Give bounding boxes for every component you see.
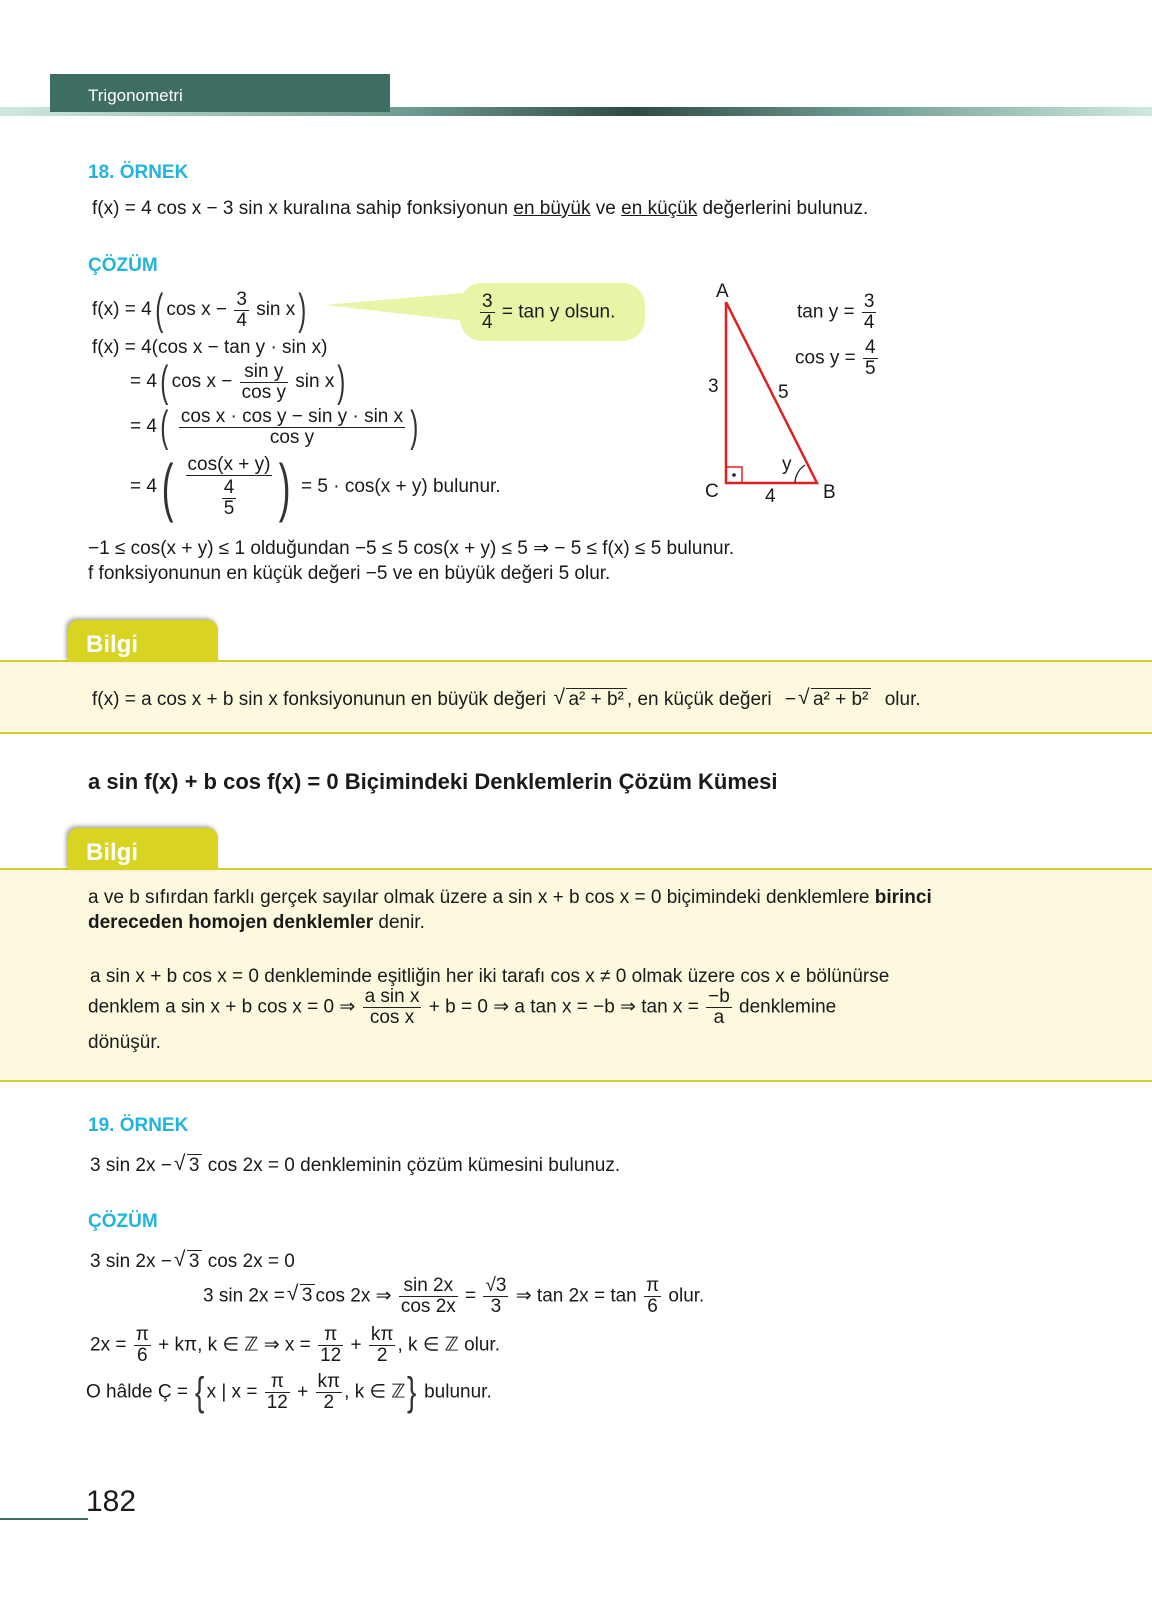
solution-19-line-3: 2x = $\frac{\pi}{6}$ + kπ, k ∈ ℤ ⇒ x = $\frac{\pi}{12}$ + $\frac{k\pi}{2}$ , k ∈ ℤ olur. [90, 1324, 500, 1366]
footer-rule [0, 1518, 88, 1520]
section-title: Trigonometri [88, 86, 183, 105]
bilgi-tab-1: Bilgi [68, 620, 218, 662]
section-heading: a sin f(x) + b cos f(x) = 0 Biçimindeki Denklemlerin Çözüm Kümesi [88, 769, 778, 794]
example-19-problem: 3 sin 2x −√ 3 cos 2x = 0 denkleminin çözüm kümesini bulunuz. [90, 1154, 620, 1177]
solution-line-4: = 4( $\frac{\text{cos x · cos y − sin y · sin x}}{\text{cos y}}$ ) [130, 402, 419, 451]
vertex-a-label: A [716, 281, 729, 302]
callout-pointer [325, 292, 475, 322]
solution-line-5: = 4( $\frac{\cos(x + y)}{\frac{4}{5}}$ ) = 5 · cos(x + y) bulunur. [130, 451, 501, 523]
solution-19-line-4: O hâlde Ç = { x | x = $\frac{\pi}{12}$ + $\frac{k\pi}{2}$ , k ∈ ℤ} bulunur. [86, 1370, 492, 1415]
cos-y-value: cos y = $\frac{4}{5}$ [795, 337, 876, 379]
callout-text: $\frac{3}{4}$ = tan y olsun. [482, 291, 616, 333]
side-cb-label: 4 [765, 486, 776, 507]
example-18-heading: 18. ÖRNEK [88, 162, 189, 183]
solution-19-line-1: 3 sin 2x −√ 3 cos 2x = 0 [90, 1250, 295, 1273]
example-18-problem: f(x) = 4 cos x − 3 sin x kuralına sahip fonksiyonun en büyük ve en küçük değerlerini bulunuz. [92, 198, 869, 219]
solution-18-heading: ÇÖZÜM [88, 255, 158, 276]
vertex-c-label: C [705, 481, 719, 502]
vertex-b-label: B [823, 482, 836, 503]
conclusion-line-1: −1 ≤ cos(x + y) ≤ 1 olduğundan −5 ≤ 5 cos(x + y) ≤ 5 ⇒ − 5 ≤ f(x) ≤ 5 bulunur. [88, 538, 735, 559]
tan-y-value: tan y = $\frac{3}{4}$ [797, 291, 875, 333]
solution-line-1: f(x) = 4( cos x − $\frac{3}{4}$ sin x) [92, 285, 307, 334]
solution-line-2: f(x) = 4(cos x − tan y · sin x) [92, 337, 328, 358]
solution-line-3: = 4( cos x − $\frac{\text{sin y}}{\text{cos y}}$ sin x) [130, 357, 346, 406]
bilgi-1-text: f(x) = a cos x + b sin x fonksiyonunun en büyük değeri √ a² + b² , en küçük değeri −√ a² + b² olur. [92, 688, 921, 711]
page-number: 182 [86, 1485, 137, 1518]
bilgi-2-p2-line1: a sin x + b cos x = 0 denkleminde eşitliğin her iki tarafı cos x ≠ 0 olmak üzere cos x e bölünürse [90, 966, 890, 987]
side-ac-label: 3 [708, 376, 719, 397]
bilgi-2-p1-line1: a ve b sıfırdan farklı gerçek sayılar olmak üzere a sin x + b cos x = 0 biçimindeki denklemlere birinci [88, 887, 932, 908]
side-ab-label: 5 [778, 382, 789, 403]
bilgi-2-p2-line2: denklem a sin x + b cos x = 0 ⇒ $\frac{\text{a sin x}}{\text{cos x}}$ + b = 0 ⇒ a tan x = −b ⇒ tan x = $\frac{-b}{a}$ denklemine [88, 986, 837, 1028]
angle-arc [795, 465, 805, 483]
conclusion-line-2: f fonksiyonunun en küçük değeri −5 ve en büyük değeri 5 olur. [88, 563, 611, 584]
bilgi-tab-2: Bilgi [68, 828, 218, 870]
bilgi-2-p2-line3: dönüşür. [88, 1032, 161, 1053]
solution-19-line-2: 3 sin 2x =√ 3 cos 2x ⇒ $\frac{\sin 2x}{\cos 2x}$ = $\frac{√3}{3}$ ⇒ tan 2x = tan $\frac{\pi}{6}$ olur. [203, 1276, 704, 1317]
angle-y-label: y [782, 454, 792, 475]
bilgi-2-p1-line2: dereceden homojen denklemler denir. [88, 912, 425, 933]
example-19-heading: 19. ÖRNEK [88, 1115, 189, 1136]
solution-19-heading: ÇÖZÜM [88, 1211, 158, 1232]
